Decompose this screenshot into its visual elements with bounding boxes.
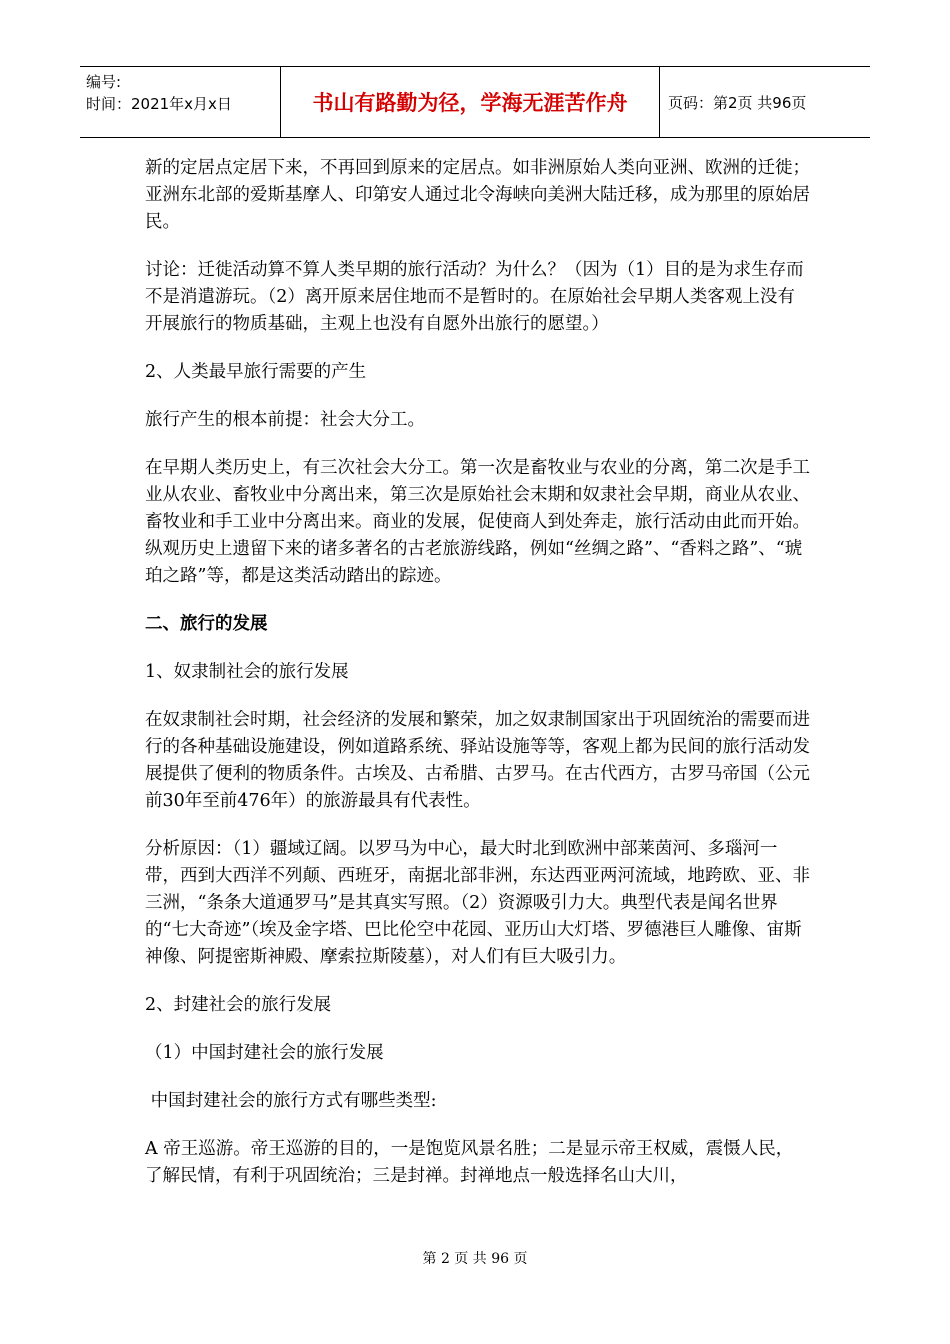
paragraph: 在早期人类历史上，有三次社会大分工。第一次是畜牧业与农业的分离，第二次是手工业从农业、畜牧业中分离出来，第三次是原始社会末期和奴隶社会早期，商业从农业、畜牧业和手工业中分离出来。商业的发展，促使商人到处奔走，旅行活动由此而开始。纵观历史上遗留下来的诸多著名的古老旅游线路，例如“丝绸之路”、“香料之路”、“琥珀之路”等，都是这类活动踏出的踪迹。 (145, 458, 810, 586)
subheading: 1、奴隶制社会的旅行发展 (145, 662, 349, 682)
paragraph: 中国封建社会的旅行方式有哪些类型: (145, 1091, 437, 1111)
page-footer: 第 2 页 共 96 页 (422, 1251, 528, 1267)
paragraph: 在奴隶制社会时期，社会经济的发展和繁荣，加之奴隶制国家出于巩固统治的需要而进行的各种基础设施建设，例如道路系统、驿站设施等等，客观上都为民间的旅行活动发展提供了便利的物质条件。古埃及、古希腊、古罗马。在古代西方，古罗马帝国（公元前30年至前476年）的旅游最具有代表性。 (145, 710, 810, 811)
subheading: 2、封建社会的旅行发展 (145, 995, 332, 1015)
paragraph: 新的定居点定居下来，不再回到原来的定居点。如非洲原始人类向亚洲、欧洲的迁徙；亚洲东北部的爱斯基摩人、印第安人通过北令海峡向美洲大陆迁移，成为那里的原始居民。 (145, 158, 810, 232)
subheading: （1）中国封建社会的旅行发展 (145, 1043, 384, 1063)
paragraph: A 帝王巡游。帝王巡游的目的，一是饱览风景名胜；二是显示帝王权威，震慑人民，了解民情，有利于巩固统治；三是封禅。封禅地点一般选择名山大川， (145, 1139, 794, 1186)
header-page-info: 页码：第2页 共96页 (668, 93, 807, 112)
subheading: 2、人类最早旅行需要的产生 (145, 362, 367, 382)
header-meta (80, 67, 281, 137)
section-heading: 二、旅行的发展 (145, 614, 268, 634)
number-label: 编号: (86, 73, 122, 91)
header-motto: 书山有路勤为径，学海无涯苦作舟 (281, 67, 660, 137)
document-body (145, 155, 810, 1211)
paragraph: 分析原因：（1）疆域辽阔。以罗马为中心，最大时北到欧洲中部莱茵河、多瑙河一带，西到大西洋不列颠、西班牙，南据北部非洲，东达西亚两河流域，地跨欧、亚、非三洲，“条条大道通罗马”是其真实写照。（2）资源吸引力大。典型代表是闻名世界的“七大奇迹”（埃及金字塔、巴比伦空中花园、亚历山大灯塔、罗德港巨人雕像、宙斯神像、阿提密斯神殿、摩索拉斯陵墓），对人们有巨大吸引力。 (145, 839, 810, 967)
time-label: 时间：2021年x月x日 (86, 95, 232, 113)
paragraph: 旅行产生的根本前提：社会大分工。 (145, 410, 425, 430)
paragraph: 讨论：迁徙活动算不算人类早期的旅行活动？为什么？（因为（1）目的是为求生存而不是消遣游玩。（2）离开原来居住地而不是暂时的。在原始社会早期人类客观上没有开展旅行的物质基础，主观上也没有自愿外出旅行的愿望。） (145, 260, 804, 334)
page-header (80, 66, 870, 138)
